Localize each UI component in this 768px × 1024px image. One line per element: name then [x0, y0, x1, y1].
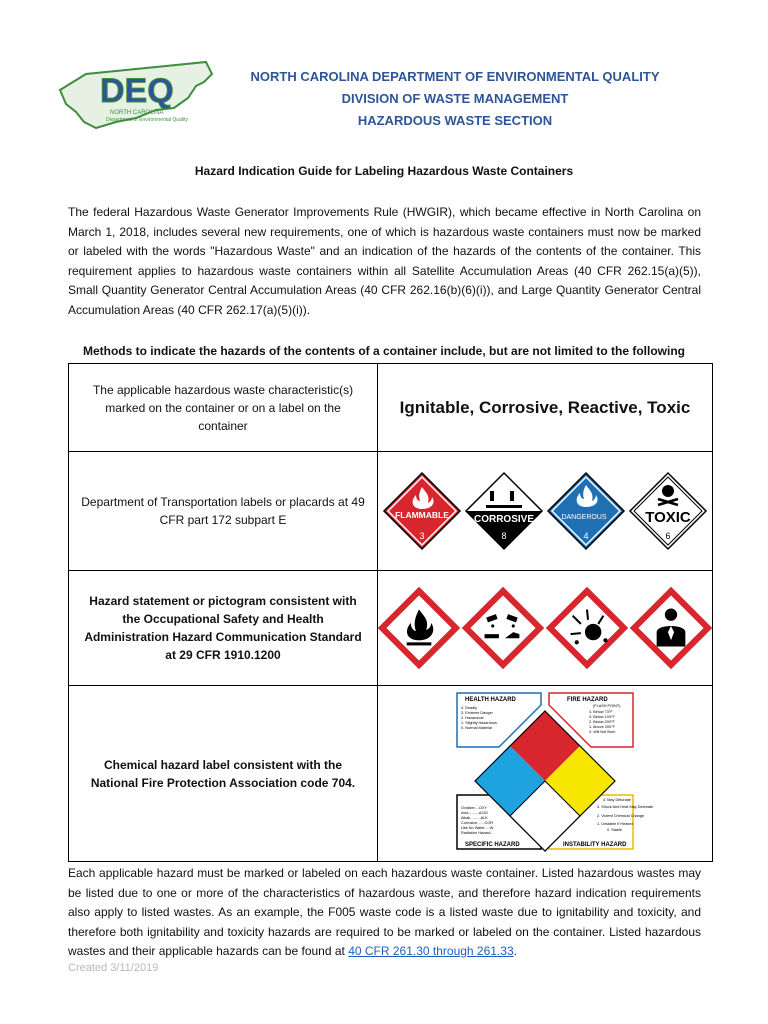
logo-subtext-2: Department of Environmental Quality [106, 117, 188, 123]
corrosive-placard-icon [464, 471, 544, 551]
row-label: Department of Transportation labels or placards at 49 CFR part 172 subpart E [69, 452, 378, 571]
placard-number: 4 [583, 531, 589, 541]
nfpa-instability-item: 2. Violent Chemical Change [597, 814, 644, 818]
nfpa-fire-item: 0. Will Not Burn [589, 730, 616, 734]
logo-subtext-1: NORTH CAROLINA [110, 110, 164, 116]
flammable-placard-icon [382, 471, 462, 551]
flame-icon [378, 587, 460, 669]
table-row [69, 571, 713, 686]
header-line-1: NORTH CAROLINA DEPARTMENT OF ENVIRONMENTAL QUALITY [250, 69, 660, 84]
nfpa-instability-item: 3. Shock And Heat May Detonate [597, 805, 654, 809]
closing-end: . [513, 944, 517, 958]
placard-number: 3 [419, 531, 425, 541]
logo-text: DEQ [100, 72, 174, 110]
header-line-3: HAZARDOUS WASTE SECTION [357, 113, 553, 128]
hazard-methods-table [68, 363, 713, 862]
nfpa-fire-item: 3. Below 100°F [589, 715, 615, 719]
nfpa-704-diamond-icon [455, 691, 654, 851]
dot-placards [378, 471, 712, 551]
placard-number: 6 [665, 531, 671, 541]
methods-heading: Methods to indicate the hazards of the contents of a container include, but are not limited to the following [82, 344, 686, 358]
intro-paragraph: The federal Hazardous Waste Generator Improvements Rule (HWGIR), which became effective in North Carolina on March 1, 2018, includes several new requirements, one of which is hazardous waste containers must now be marked or labeled with the words "Hazardous Waste" and an indication of the hazards of the contents of the container. This requirement applies to hazardous waste containers within all Satellite Accumulation Areas (40 CFR 262.15(a)(5)), Small Quantity Generator Central Accumulation Areas (40 CFR 262.16(b)(6)(i)), and Large Quantity Generator Central Accumulation Areas (40 CFR 262.17(a)(5)(i)). [68, 205, 701, 317]
nfpa-specific-item: Alkali..........ALK [461, 816, 488, 820]
row-label: Hazard statement or pictogram consistent with the Occupational Safety and Health Administration Hazard Communication Standard at 29 CFR 1910.1200 [69, 571, 378, 686]
table-row [69, 364, 713, 452]
placard-label: CORROSIVE [473, 514, 535, 525]
ghs-pictograms [378, 587, 712, 669]
table-row [69, 452, 713, 571]
nfpa-health-title: HEALTH HAZARD [465, 697, 516, 703]
nfpa-instability-item: 0. Stable [607, 828, 622, 832]
nfpa-health-item: 4. Deadly [461, 706, 478, 710]
nfpa-fire-subtitle: (FLASH POINT) [593, 704, 621, 708]
characteristics-text: Ignitable, Corrosive, Reactive, Toxic [399, 397, 691, 417]
row-label: Chemical hazard label consistent with the National Fire Protection Association code 704. [69, 686, 378, 862]
nfpa-fire-item: 4. Below 73°F [589, 710, 613, 714]
header-line-2: DIVISION OF WASTE MANAGEMENT [341, 91, 569, 106]
nfpa-fire-item: 2. Below 200°F [589, 720, 615, 724]
nfpa-instability-item: 4. May Detonate [603, 798, 631, 802]
nfpa-specific-item: Oxidizer....OXY [461, 806, 487, 810]
nfpa-fire-item: 1. Above 200°F [589, 725, 616, 729]
nfpa-health-item: 2. Hazardous [461, 716, 484, 720]
dangerous-when-wet-placard-icon [546, 471, 626, 551]
cfr-link[interactable]: 40 CFR 261.30 through 261.33 [348, 944, 514, 958]
nfpa-fire-title: FIRE HAZARD [567, 697, 608, 703]
health-hazard-icon [630, 587, 712, 669]
nfpa-specific-item: Acid..........ACID [461, 811, 489, 815]
header [225, 66, 685, 132]
corrosion-icon [462, 587, 544, 669]
deq-logo [56, 52, 216, 132]
placard-label: FLAMMABLE [395, 510, 449, 520]
nfpa-specific-item: Radiation Hazard... [461, 831, 494, 835]
nfpa-health-item: 0. Normal Material [461, 726, 493, 730]
nfpa-specific-item: Use No Water.....W [461, 826, 494, 830]
nfpa-specific-title: SPECIFIC HAZARD [465, 842, 520, 848]
placard-number: 8 [501, 531, 507, 541]
placard-label: TOXIC [645, 509, 691, 526]
exploding-bomb-icon [546, 587, 628, 669]
closing-text: Each applicable hazard must be marked or labeled on each hazardous waste container. Listed hazardous wastes may be listed due to one or more of the characteristics of hazardous waste, and therefore hazard indication requirements also apply to listed wastes. As an example, the F005 waste code is a listed waste due to ignitability and toxicity, and therefore both ignitability and toxicity hazards are required to be marked or labeled on the container. Listed hazardous wastes and their applicable hazards can be found at [68, 866, 701, 958]
created-date: Created 3/11/2019 [68, 962, 159, 974]
toxic-placard-icon [628, 471, 708, 551]
row-label: The applicable hazardous waste characteristic(s) marked on the container or on a label on the container [69, 364, 378, 452]
nfpa-specific-item: Corrosive.......COR [461, 821, 494, 825]
table-row [69, 686, 713, 862]
nfpa-health-item: 1. Slightly Hazardous [461, 721, 497, 725]
document-title: Hazard Indication Guide for Labeling Hazardous Waste Containers [194, 164, 574, 178]
closing-paragraph [68, 864, 701, 962]
nfpa-instability-title: INSTABILITY HAZARD [563, 842, 627, 848]
placard-label: DANGEROUS [561, 514, 607, 521]
nfpa-health-item: 3. Extreme Danger [461, 711, 493, 715]
nfpa-instability-item: 1. Unstable If Heated [597, 822, 633, 826]
